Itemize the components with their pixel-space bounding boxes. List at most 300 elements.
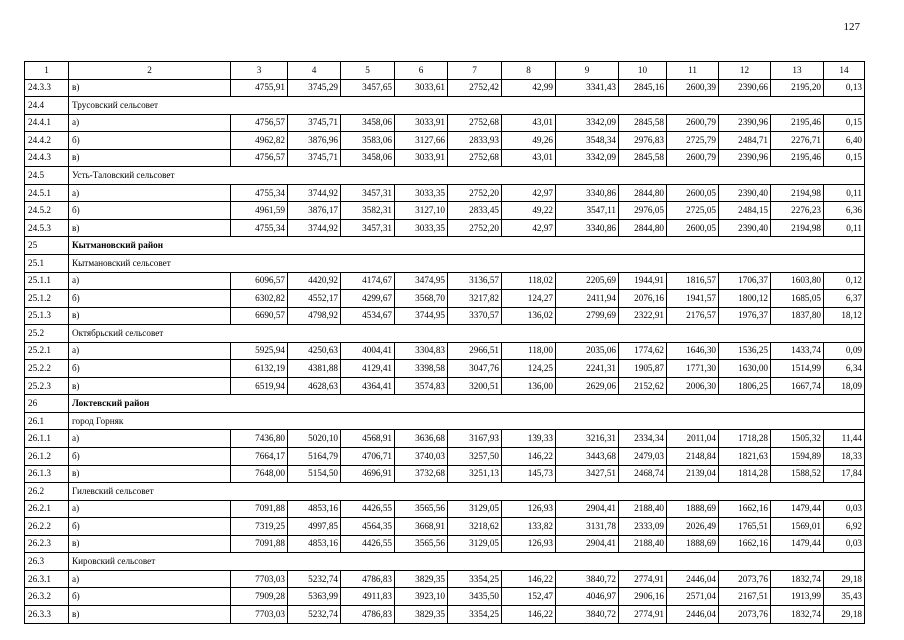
value-cell: 29,18 bbox=[824, 570, 865, 588]
value-cell: 5232,74 bbox=[288, 570, 341, 588]
value-cell: 2194,98 bbox=[771, 219, 824, 237]
row-code-cell: 26.1.3 bbox=[25, 465, 69, 483]
value-cell: 7091,88 bbox=[231, 535, 288, 553]
value-cell: 2026,49 bbox=[667, 518, 719, 536]
value-cell: 4534,67 bbox=[341, 307, 395, 325]
column-number-cell: 8 bbox=[502, 62, 556, 80]
value-cell: 4997,85 bbox=[288, 518, 341, 536]
value-cell: 2011,04 bbox=[667, 430, 719, 448]
variant-cell: б) bbox=[69, 588, 231, 606]
value-cell: 3740,03 bbox=[395, 448, 448, 466]
row-code-cell: 24.5.1 bbox=[25, 184, 69, 202]
value-cell: 2799,69 bbox=[556, 307, 619, 325]
value-cell: 126,93 bbox=[502, 535, 556, 553]
value-cell: 3200,51 bbox=[448, 377, 502, 395]
row-code-cell: 25.2.2 bbox=[25, 360, 69, 378]
table-row bbox=[25, 430, 865, 448]
value-cell: 4755,34 bbox=[231, 219, 288, 237]
value-cell: 1479,44 bbox=[771, 535, 824, 553]
table-row bbox=[25, 500, 865, 518]
value-cell: 4756,57 bbox=[231, 149, 288, 167]
value-cell: 1888,69 bbox=[667, 500, 719, 518]
value-cell: 136,02 bbox=[502, 307, 556, 325]
value-cell: 0,03 bbox=[824, 535, 865, 553]
value-cell: 4426,55 bbox=[341, 535, 395, 553]
value-cell: 1662,16 bbox=[719, 500, 771, 518]
value-cell: 3342,09 bbox=[556, 114, 619, 132]
section-heading-row bbox=[25, 483, 865, 501]
value-cell: 2966,51 bbox=[448, 342, 502, 360]
value-cell: 4628,63 bbox=[288, 377, 341, 395]
value-cell: 18,12 bbox=[824, 307, 865, 325]
variant-cell: а) bbox=[69, 342, 231, 360]
table-row bbox=[25, 272, 865, 290]
value-cell: 124,27 bbox=[502, 290, 556, 308]
value-cell: 4706,71 bbox=[341, 448, 395, 466]
value-cell: 4755,34 bbox=[231, 184, 288, 202]
row-code-cell: 24.3.3 bbox=[25, 79, 69, 97]
value-cell: 4962,82 bbox=[231, 132, 288, 150]
value-cell: 2752,42 bbox=[448, 79, 502, 97]
value-cell: 3548,34 bbox=[556, 132, 619, 150]
value-cell: 3340,86 bbox=[556, 219, 619, 237]
row-code-cell: 25.2 bbox=[25, 325, 69, 343]
value-cell: 1479,44 bbox=[771, 500, 824, 518]
value-cell: 118,02 bbox=[502, 272, 556, 290]
table-row bbox=[25, 149, 865, 167]
value-cell: 2904,41 bbox=[556, 500, 619, 518]
value-cell: 1630,00 bbox=[719, 360, 771, 378]
table-row bbox=[25, 605, 865, 623]
value-cell: 3340,86 bbox=[556, 184, 619, 202]
value-cell: 43,01 bbox=[502, 149, 556, 167]
variant-cell: а) bbox=[69, 184, 231, 202]
row-code-cell: 26.3.1 bbox=[25, 570, 69, 588]
value-cell: 3744,95 bbox=[395, 307, 448, 325]
value-cell: 3745,71 bbox=[288, 114, 341, 132]
value-cell: 1603,80 bbox=[771, 272, 824, 290]
row-code-cell: 25.1.1 bbox=[25, 272, 69, 290]
value-cell: 2725,05 bbox=[667, 202, 719, 220]
value-cell: 3354,25 bbox=[448, 570, 502, 588]
value-cell: 4568,91 bbox=[341, 430, 395, 448]
value-cell: 2006,30 bbox=[667, 377, 719, 395]
section-name-cell: Кировский сельсовет bbox=[69, 553, 865, 571]
value-cell: 1837,80 bbox=[771, 307, 824, 325]
value-cell: 4755,91 bbox=[231, 79, 288, 97]
table-row bbox=[25, 202, 865, 220]
section-name-cell: Усть-Таловский сельсовет bbox=[69, 167, 865, 185]
section-name-cell: Октябрьский сельсовет bbox=[69, 325, 865, 343]
section-name-cell: Гилевский сельсовет bbox=[69, 483, 865, 501]
value-cell: 1588,52 bbox=[771, 465, 824, 483]
table-row bbox=[25, 342, 865, 360]
value-cell: 4364,41 bbox=[341, 377, 395, 395]
value-cell: 2446,04 bbox=[667, 605, 719, 623]
value-cell: 1594,89 bbox=[771, 448, 824, 466]
value-cell: 2333,09 bbox=[619, 518, 667, 536]
value-cell: 3033,91 bbox=[395, 149, 448, 167]
value-cell: 3129,05 bbox=[448, 500, 502, 518]
value-cell: 124,25 bbox=[502, 360, 556, 378]
value-cell: 0,13 bbox=[824, 79, 865, 97]
value-cell: 2844,80 bbox=[619, 184, 667, 202]
row-code-cell: 25.1.3 bbox=[25, 307, 69, 325]
variant-cell: в) bbox=[69, 605, 231, 623]
value-cell: 3127,10 bbox=[395, 202, 448, 220]
value-cell: 3167,93 bbox=[448, 430, 502, 448]
row-code-cell: 24.5.3 bbox=[25, 219, 69, 237]
value-cell: 2322,91 bbox=[619, 307, 667, 325]
value-cell: 3923,10 bbox=[395, 588, 448, 606]
variant-cell: б) bbox=[69, 290, 231, 308]
row-code-cell: 26.2.3 bbox=[25, 535, 69, 553]
value-cell: 3370,57 bbox=[448, 307, 502, 325]
value-cell: 3354,25 bbox=[448, 605, 502, 623]
value-cell: 3304,83 bbox=[395, 342, 448, 360]
value-cell: 2629,06 bbox=[556, 377, 619, 395]
value-cell: 6,40 bbox=[824, 132, 865, 150]
section-heading-row bbox=[25, 412, 865, 430]
section-heading-row bbox=[25, 553, 865, 571]
section-name-cell: Кытмановский сельсовет bbox=[69, 255, 865, 273]
table-row bbox=[25, 570, 865, 588]
value-cell: 1771,30 bbox=[667, 360, 719, 378]
district-heading-row bbox=[25, 237, 865, 255]
table-row bbox=[25, 465, 865, 483]
row-code-cell: 26.3.2 bbox=[25, 588, 69, 606]
row-code-cell: 24.5 bbox=[25, 167, 69, 185]
value-cell: 2833,45 bbox=[448, 202, 502, 220]
variant-cell: в) bbox=[69, 535, 231, 553]
variant-cell: а) bbox=[69, 430, 231, 448]
value-cell: 118,00 bbox=[502, 342, 556, 360]
row-code-cell: 25.2.1 bbox=[25, 342, 69, 360]
value-cell: 0,12 bbox=[824, 272, 865, 290]
value-cell: 2774,91 bbox=[619, 605, 667, 623]
value-cell: 3568,70 bbox=[395, 290, 448, 308]
value-cell: 2976,05 bbox=[619, 202, 667, 220]
value-cell: 1706,37 bbox=[719, 272, 771, 290]
value-cell: 5232,74 bbox=[288, 605, 341, 623]
value-cell: 3574,83 bbox=[395, 377, 448, 395]
value-cell: 3217,82 bbox=[448, 290, 502, 308]
value-cell: 3033,35 bbox=[395, 184, 448, 202]
value-cell: 2188,40 bbox=[619, 535, 667, 553]
value-cell: 0,11 bbox=[824, 219, 865, 237]
variant-cell: а) bbox=[69, 114, 231, 132]
value-cell: 6,92 bbox=[824, 518, 865, 536]
row-code-cell: 24.4.1 bbox=[25, 114, 69, 132]
column-number-cell: 11 bbox=[667, 62, 719, 80]
value-cell: 1718,28 bbox=[719, 430, 771, 448]
value-cell: 3131,78 bbox=[556, 518, 619, 536]
table-row bbox=[25, 588, 865, 606]
district-name-cell: Кытмановский район bbox=[69, 237, 865, 255]
value-cell: 4961,59 bbox=[231, 202, 288, 220]
value-cell: 3745,71 bbox=[288, 149, 341, 167]
row-code-cell: 25.2.3 bbox=[25, 377, 69, 395]
table-body bbox=[25, 62, 865, 624]
value-cell: 2073,76 bbox=[719, 570, 771, 588]
variant-cell: в) bbox=[69, 79, 231, 97]
column-number-cell: 7 bbox=[448, 62, 502, 80]
value-cell: 3257,50 bbox=[448, 448, 502, 466]
value-cell: 2600,79 bbox=[667, 149, 719, 167]
value-cell: 2904,41 bbox=[556, 535, 619, 553]
value-cell: 4798,92 bbox=[288, 307, 341, 325]
row-code-cell: 24.4 bbox=[25, 97, 69, 115]
value-cell: 1832,74 bbox=[771, 570, 824, 588]
table-row bbox=[25, 377, 865, 395]
row-code-cell: 24.5.2 bbox=[25, 202, 69, 220]
district-heading-row bbox=[25, 395, 865, 413]
variant-cell: а) bbox=[69, 570, 231, 588]
value-cell: 1433,74 bbox=[771, 342, 824, 360]
value-cell: 152,47 bbox=[502, 588, 556, 606]
value-cell: 6096,57 bbox=[231, 272, 288, 290]
value-cell: 2276,23 bbox=[771, 202, 824, 220]
value-cell: 3547,11 bbox=[556, 202, 619, 220]
value-cell: 126,93 bbox=[502, 500, 556, 518]
row-code-cell: 24.4.2 bbox=[25, 132, 69, 150]
value-cell: 2035,06 bbox=[556, 342, 619, 360]
value-cell: 4046,97 bbox=[556, 588, 619, 606]
section-name-cell: город Горняк bbox=[69, 412, 865, 430]
district-name-cell: Локтевский район bbox=[69, 395, 865, 413]
value-cell: 2446,04 bbox=[667, 570, 719, 588]
value-cell: 3565,56 bbox=[395, 500, 448, 518]
value-cell: 42,97 bbox=[502, 184, 556, 202]
value-cell: 3474,95 bbox=[395, 272, 448, 290]
value-cell: 1514,99 bbox=[771, 360, 824, 378]
value-cell: 29,18 bbox=[824, 605, 865, 623]
value-cell: 2176,57 bbox=[667, 307, 719, 325]
value-cell: 2752,68 bbox=[448, 114, 502, 132]
column-number-cell: 12 bbox=[719, 62, 771, 80]
value-cell: 2073,76 bbox=[719, 605, 771, 623]
value-cell: 2152,62 bbox=[619, 377, 667, 395]
value-cell: 3876,96 bbox=[288, 132, 341, 150]
value-cell: 2833,93 bbox=[448, 132, 502, 150]
row-code-cell: 26.1 bbox=[25, 412, 69, 430]
value-cell: 18,09 bbox=[824, 377, 865, 395]
page-number: 127 bbox=[843, 21, 860, 33]
value-cell: 43,01 bbox=[502, 114, 556, 132]
value-cell: 4696,91 bbox=[341, 465, 395, 483]
value-cell: 3744,92 bbox=[288, 219, 341, 237]
value-cell: 2484,71 bbox=[719, 132, 771, 150]
value-cell: 0,09 bbox=[824, 342, 865, 360]
value-cell: 6,36 bbox=[824, 202, 865, 220]
value-cell: 3033,35 bbox=[395, 219, 448, 237]
row-code-cell: 25.1.2 bbox=[25, 290, 69, 308]
section-heading-row bbox=[25, 255, 865, 273]
table-row bbox=[25, 219, 865, 237]
table-row bbox=[25, 79, 865, 97]
value-cell: 2752,20 bbox=[448, 184, 502, 202]
value-cell: 1976,37 bbox=[719, 307, 771, 325]
value-cell: 4381,88 bbox=[288, 360, 341, 378]
value-cell: 2845,58 bbox=[619, 149, 667, 167]
value-cell: 6132,19 bbox=[231, 360, 288, 378]
value-cell: 2468,74 bbox=[619, 465, 667, 483]
value-cell: 1913,99 bbox=[771, 588, 824, 606]
value-cell: 1667,74 bbox=[771, 377, 824, 395]
value-cell: 2167,51 bbox=[719, 588, 771, 606]
value-cell: 1806,25 bbox=[719, 377, 771, 395]
value-cell: 1646,30 bbox=[667, 342, 719, 360]
value-cell: 3435,50 bbox=[448, 588, 502, 606]
value-cell: 42,97 bbox=[502, 219, 556, 237]
value-cell: 4853,16 bbox=[288, 500, 341, 518]
row-code-cell: 26.2 bbox=[25, 483, 69, 501]
value-cell: 3840,72 bbox=[556, 605, 619, 623]
value-cell: 1800,12 bbox=[719, 290, 771, 308]
value-cell: 6302,82 bbox=[231, 290, 288, 308]
value-cell: 49,26 bbox=[502, 132, 556, 150]
value-cell: 1832,74 bbox=[771, 605, 824, 623]
value-cell: 5020,10 bbox=[288, 430, 341, 448]
value-cell: 4420,92 bbox=[288, 272, 341, 290]
table-row bbox=[25, 448, 865, 466]
row-code-cell: 24.4.3 bbox=[25, 149, 69, 167]
value-cell: 2205,69 bbox=[556, 272, 619, 290]
value-cell: 2188,40 bbox=[619, 500, 667, 518]
value-cell: 0,15 bbox=[824, 149, 865, 167]
value-cell: 6690,57 bbox=[231, 307, 288, 325]
value-cell: 3136,57 bbox=[448, 272, 502, 290]
value-cell: 3744,92 bbox=[288, 184, 341, 202]
value-cell: 2774,91 bbox=[619, 570, 667, 588]
variant-cell: б) bbox=[69, 132, 231, 150]
value-cell: 1569,01 bbox=[771, 518, 824, 536]
value-cell: 6,34 bbox=[824, 360, 865, 378]
column-number-cell: 1 bbox=[25, 62, 69, 80]
value-cell: 3129,05 bbox=[448, 535, 502, 553]
value-cell: 7703,03 bbox=[231, 605, 288, 623]
value-cell: 2390,96 bbox=[719, 114, 771, 132]
table-row bbox=[25, 290, 865, 308]
value-cell: 5363,99 bbox=[288, 588, 341, 606]
variant-cell: б) bbox=[69, 202, 231, 220]
column-number-cell: 9 bbox=[556, 62, 619, 80]
value-cell: 1821,63 bbox=[719, 448, 771, 466]
value-cell: 4911,83 bbox=[341, 588, 395, 606]
value-cell: 2600,39 bbox=[667, 79, 719, 97]
value-cell: 1662,16 bbox=[719, 535, 771, 553]
value-cell: 3668,91 bbox=[395, 518, 448, 536]
value-cell: 7319,25 bbox=[231, 518, 288, 536]
value-cell: 4552,17 bbox=[288, 290, 341, 308]
value-cell: 146,22 bbox=[502, 570, 556, 588]
row-code-cell: 26.2.2 bbox=[25, 518, 69, 536]
value-cell: 4250,63 bbox=[288, 342, 341, 360]
value-cell: 2195,46 bbox=[771, 149, 824, 167]
section-heading-row bbox=[25, 97, 865, 115]
value-cell: 3636,68 bbox=[395, 430, 448, 448]
value-cell: 5154,50 bbox=[288, 465, 341, 483]
value-cell: 3829,35 bbox=[395, 570, 448, 588]
value-cell: 18,33 bbox=[824, 448, 865, 466]
value-cell: 2276,71 bbox=[771, 132, 824, 150]
value-cell: 5164,79 bbox=[288, 448, 341, 466]
value-cell: 3427,51 bbox=[556, 465, 619, 483]
value-cell: 3583,06 bbox=[341, 132, 395, 150]
value-cell: 3457,31 bbox=[341, 184, 395, 202]
row-code-cell: 26.2.1 bbox=[25, 500, 69, 518]
table-row bbox=[25, 114, 865, 132]
variant-cell: в) bbox=[69, 149, 231, 167]
value-cell: 3443,68 bbox=[556, 448, 619, 466]
variant-cell: б) bbox=[69, 448, 231, 466]
value-cell: 35,43 bbox=[824, 588, 865, 606]
value-cell: 146,22 bbox=[502, 605, 556, 623]
column-number-cell: 2 bbox=[69, 62, 231, 80]
value-cell: 7436,80 bbox=[231, 430, 288, 448]
table-row bbox=[25, 132, 865, 150]
value-cell: 2390,40 bbox=[719, 219, 771, 237]
value-cell: 4004,41 bbox=[341, 342, 395, 360]
variant-cell: в) bbox=[69, 307, 231, 325]
value-cell: 3457,65 bbox=[341, 79, 395, 97]
column-number-cell: 6 bbox=[395, 62, 448, 80]
column-number-cell: 3 bbox=[231, 62, 288, 80]
tariff-table bbox=[24, 61, 865, 624]
value-cell: 2845,16 bbox=[619, 79, 667, 97]
row-code-cell: 26.1.2 bbox=[25, 448, 69, 466]
value-cell: 1814,28 bbox=[719, 465, 771, 483]
value-cell: 2571,04 bbox=[667, 588, 719, 606]
value-cell: 4853,16 bbox=[288, 535, 341, 553]
value-cell: 2411,94 bbox=[556, 290, 619, 308]
value-cell: 49,22 bbox=[502, 202, 556, 220]
value-cell: 2484,15 bbox=[719, 202, 771, 220]
table-row bbox=[25, 184, 865, 202]
value-cell: 11,44 bbox=[824, 430, 865, 448]
variant-cell: в) bbox=[69, 219, 231, 237]
value-cell: 7091,88 bbox=[231, 500, 288, 518]
value-cell: 0,15 bbox=[824, 114, 865, 132]
value-cell: 1685,05 bbox=[771, 290, 824, 308]
table-header-row bbox=[25, 62, 865, 80]
value-cell: 1944,91 bbox=[619, 272, 667, 290]
value-cell: 4174,67 bbox=[341, 272, 395, 290]
value-cell: 3251,13 bbox=[448, 465, 502, 483]
value-cell: 2241,31 bbox=[556, 360, 619, 378]
value-cell: 17,84 bbox=[824, 465, 865, 483]
value-cell: 3876,17 bbox=[288, 202, 341, 220]
value-cell: 4564,35 bbox=[341, 518, 395, 536]
table-row bbox=[25, 518, 865, 536]
variant-cell: б) bbox=[69, 518, 231, 536]
value-cell: 2844,80 bbox=[619, 219, 667, 237]
value-cell: 2725,79 bbox=[667, 132, 719, 150]
value-cell: 2600,05 bbox=[667, 184, 719, 202]
value-cell: 3398,58 bbox=[395, 360, 448, 378]
column-number-cell: 4 bbox=[288, 62, 341, 80]
value-cell: 1536,25 bbox=[719, 342, 771, 360]
value-cell: 2479,03 bbox=[619, 448, 667, 466]
value-cell: 3458,06 bbox=[341, 114, 395, 132]
value-cell: 3341,43 bbox=[556, 79, 619, 97]
value-cell: 3047,76 bbox=[448, 360, 502, 378]
row-code-cell: 26.3.3 bbox=[25, 605, 69, 623]
value-cell: 4756,57 bbox=[231, 114, 288, 132]
value-cell: 2334,34 bbox=[619, 430, 667, 448]
row-code-cell: 26.1.1 bbox=[25, 430, 69, 448]
value-cell: 1941,57 bbox=[667, 290, 719, 308]
